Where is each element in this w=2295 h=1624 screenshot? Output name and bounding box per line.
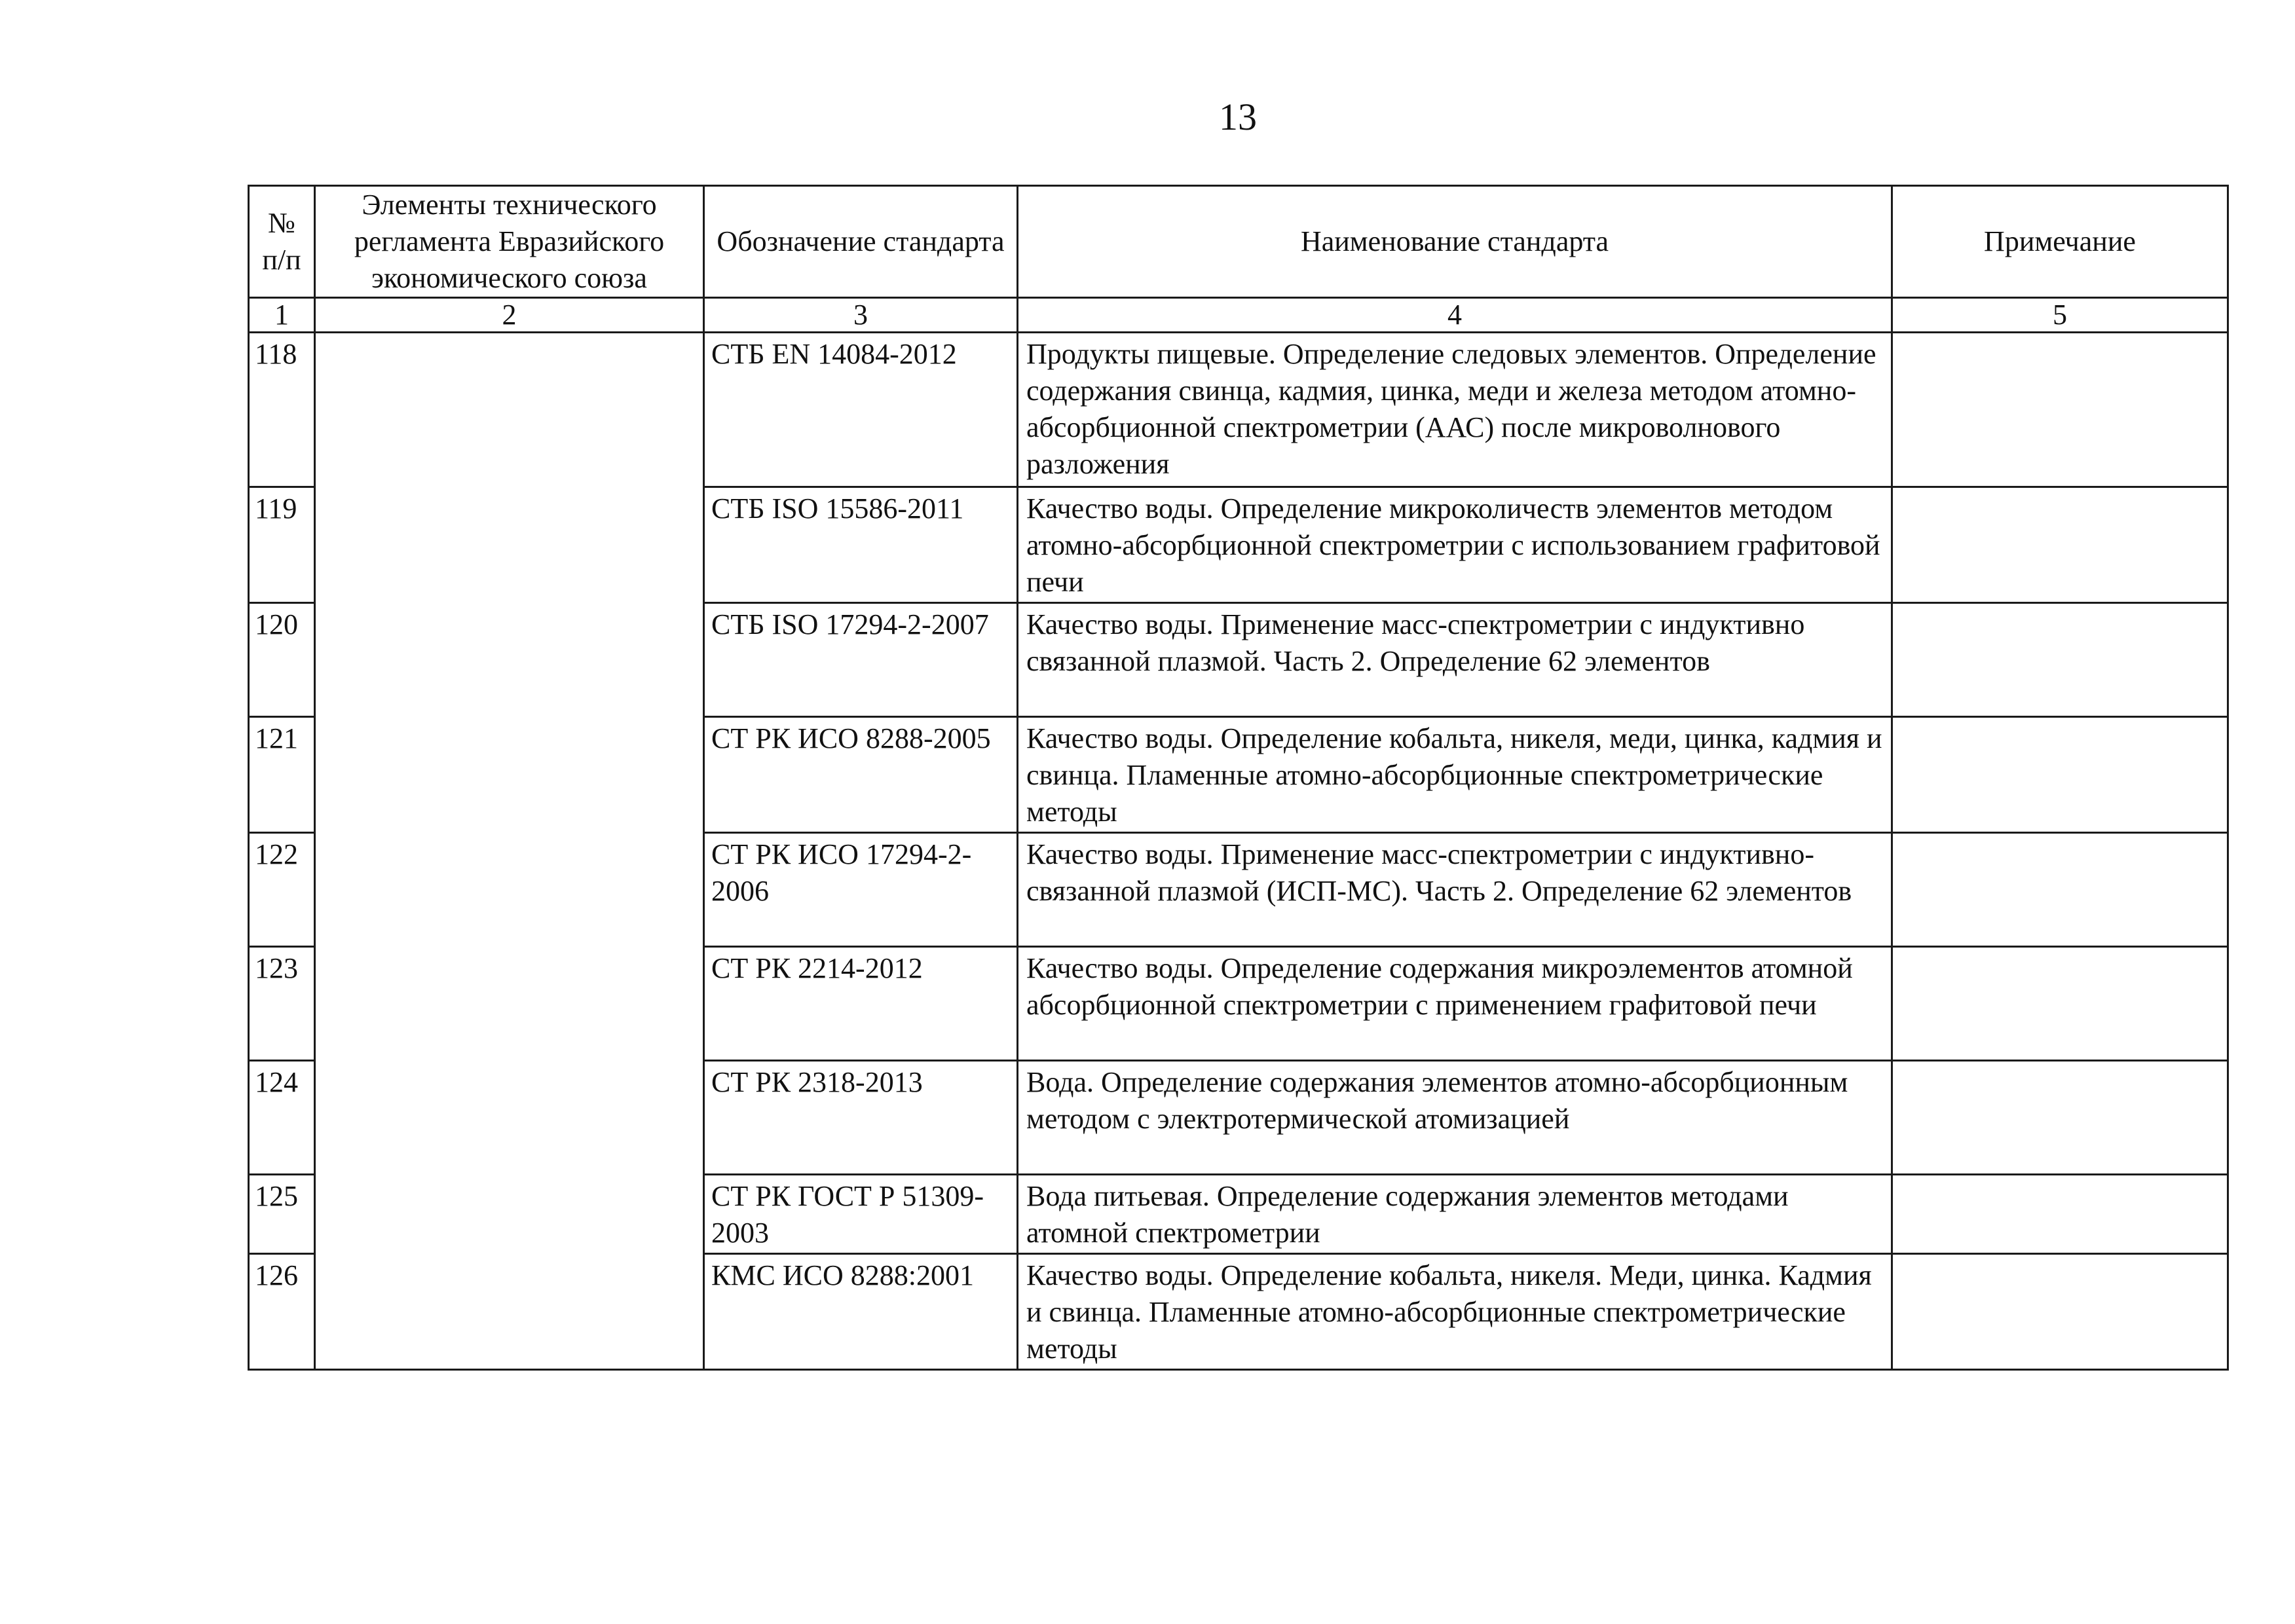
header-row [249,186,2228,298]
standard-name: Качество воды. Определение кобальта, никеля, меди, цинка, кадмия и свинца. Пламенные атомно-абсорбционные спектрометрические методы [1018,717,1892,833]
row-number: 120 [249,603,315,717]
standard-name: Качество воды. Применение масс-спектрометрии с индуктивно связанной плазмой. Часть 2. Определение 62 элементов [1018,603,1892,717]
standard-name: Вода питьевая. Определение содержания элементов методами атомной спектрометрии [1018,1175,1892,1254]
note-cell [1892,717,2228,833]
row-number: 123 [249,947,315,1061]
note-cell [1892,1175,2228,1254]
column-number: 1 [249,298,315,333]
note-cell [1892,333,2228,487]
page-number: 13 [1219,96,1257,138]
column-number: 2 [315,298,704,333]
standard-designation: СТБ EN 14084-2012 [704,333,1018,487]
standard-name: Качество воды. Применение масс-спектрометрии с индуктивно-связанной плазмой (ИСП-МС). Часть 2. Определение 62 элементов [1018,833,1892,947]
row-number: 118 [249,333,315,487]
header-num: № п/п [249,186,315,298]
standard-name: Качество воды. Определение содержания микроэлементов атомной абсорбционной спектрометрии с применением графитовой печи [1018,947,1892,1061]
standard-designation: СТ РК 2214-2012 [704,947,1018,1061]
row-number: 122 [249,833,315,947]
row-number: 119 [249,487,315,603]
standard-name: Качество воды. Определение микроколичеств элементов методом атомно-абсорбционной спектрометрии с использованием графитовой печи [1018,487,1892,603]
table-row [249,333,2228,487]
note-cell [1892,487,2228,603]
standard-designation: СТ РК ИСО 8288-2005 [704,717,1018,833]
column-numbers-row [249,298,2228,333]
row-number: 126 [249,1254,315,1370]
note-cell [1892,603,2228,717]
note-cell [1892,947,2228,1061]
column-number: 4 [1018,298,1892,333]
row-number: 124 [249,1061,315,1175]
standard-designation: КМС ИСО 8288:2001 [704,1254,1018,1370]
table-body [249,186,2228,1370]
standards-table [248,185,2229,1371]
column-number: 3 [704,298,1018,333]
row-number: 121 [249,717,315,833]
column-number: 5 [1892,298,2228,333]
header-elements: Элементы технического регламента Евразийского экономического союза [315,186,704,298]
standard-name: Вода. Определение содержания элементов атомно-абсорбционным методом с электротермической атомизацией [1018,1061,1892,1175]
note-cell [1892,1254,2228,1370]
header-note: Примечание [1892,186,2228,298]
standard-name: Качество воды. Определение кобальта, никеля. Меди, цинка. Кадмия и свинца. Пламенные атомно-абсорбционные спектрометрические методы [1018,1254,1892,1370]
regulation-elements-cell [315,333,704,1370]
standard-designation: СТ РК 2318-2013 [704,1061,1018,1175]
standard-designation: СТ РК ГОСТ Р 51309-2003 [704,1175,1018,1254]
standard-designation: СТБ ISO 17294-2-2007 [704,603,1018,717]
standard-designation: СТ РК ИСО 17294-2-2006 [704,833,1018,947]
header-name: Наименование стандарта [1018,186,1892,298]
header-designation: Обозначение стандарта [704,186,1018,298]
row-number: 125 [249,1175,315,1254]
note-cell [1892,833,2228,947]
standard-designation: СТБ ISO 15586-2011 [704,487,1018,603]
note-cell [1892,1061,2228,1175]
standard-name: Продукты пищевые. Определение следовых элементов. Определение содержания свинца, кадмия, цинка, меди и железа методом атомно-абсорбционной спектрометрии (ААС) после микроволнового разложения [1018,333,1892,487]
